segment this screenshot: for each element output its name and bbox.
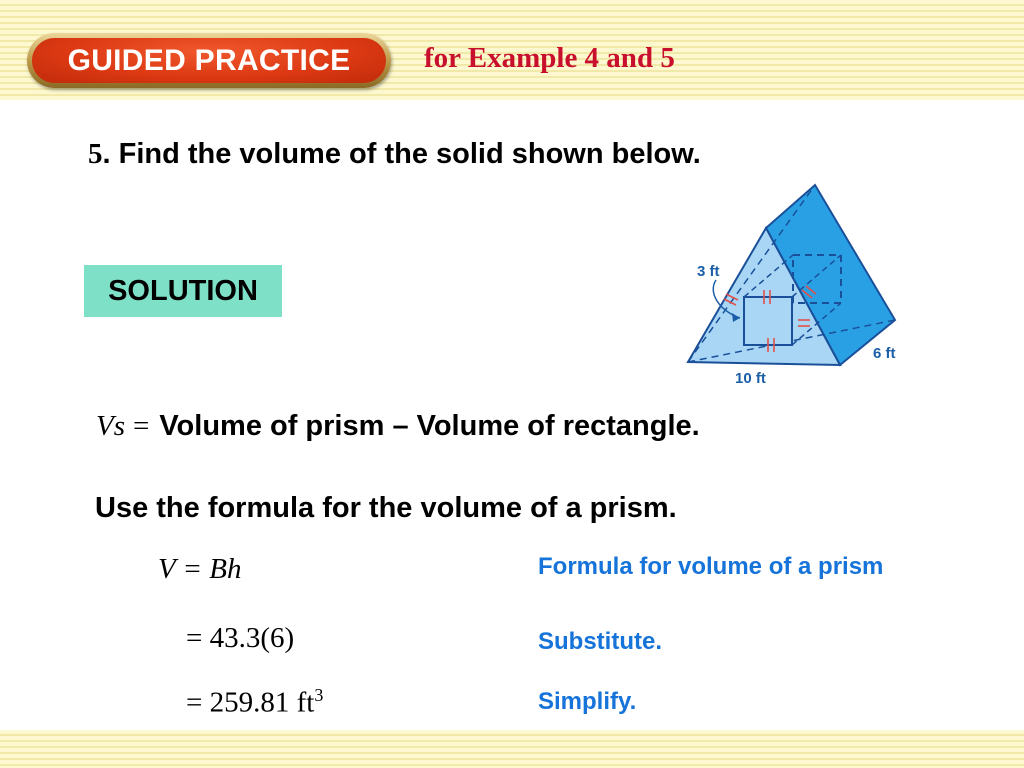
- step-formula-expression: V = Bh: [158, 553, 242, 585]
- step-formula: [158, 553, 241, 586]
- label-height: 3 ft: [697, 263, 720, 280]
- step-substitute-expression: 43.3(6): [209, 622, 295, 654]
- cutout-front-face: [744, 297, 792, 345]
- step-substitute: [186, 622, 294, 655]
- prism-figure: [680, 180, 910, 385]
- step-substitute-prefix: =: [186, 622, 210, 654]
- solution-label: SOLUTION: [84, 265, 282, 317]
- problem-number: 5: [88, 138, 103, 170]
- note-simplify: Simplify.: [538, 688, 637, 715]
- volume-equation: [96, 410, 700, 443]
- footer-band: [0, 730, 1024, 768]
- equation-equals: =: [133, 410, 150, 442]
- label-base: 10 ft: [735, 370, 766, 385]
- step-simplify: [186, 685, 323, 720]
- note-formula: Formula for volume of a prism: [538, 553, 884, 580]
- guided-practice-label: GUIDED PRACTICE: [32, 38, 386, 83]
- guided-practice-badge: [27, 33, 391, 88]
- problem-statement: [88, 138, 701, 171]
- step-simplify-prefix: =: [186, 686, 210, 719]
- equation-text: Volume of prism – Volume of rectangle.: [159, 410, 700, 442]
- header-subtitle: for Example 4 and 5: [424, 42, 675, 74]
- step-simplify-exponent: 3: [314, 685, 324, 705]
- step-simplify-expression: 259.81 ft: [209, 686, 315, 719]
- note-substitute: Substitute.: [538, 628, 662, 655]
- instruction-text: Use the formula for the volume of a prism.: [95, 492, 677, 524]
- equation-variable: Vs: [96, 410, 125, 442]
- problem-text: . Find the volume of the solid shown below.: [102, 138, 701, 170]
- label-depth: 6 ft: [873, 345, 896, 362]
